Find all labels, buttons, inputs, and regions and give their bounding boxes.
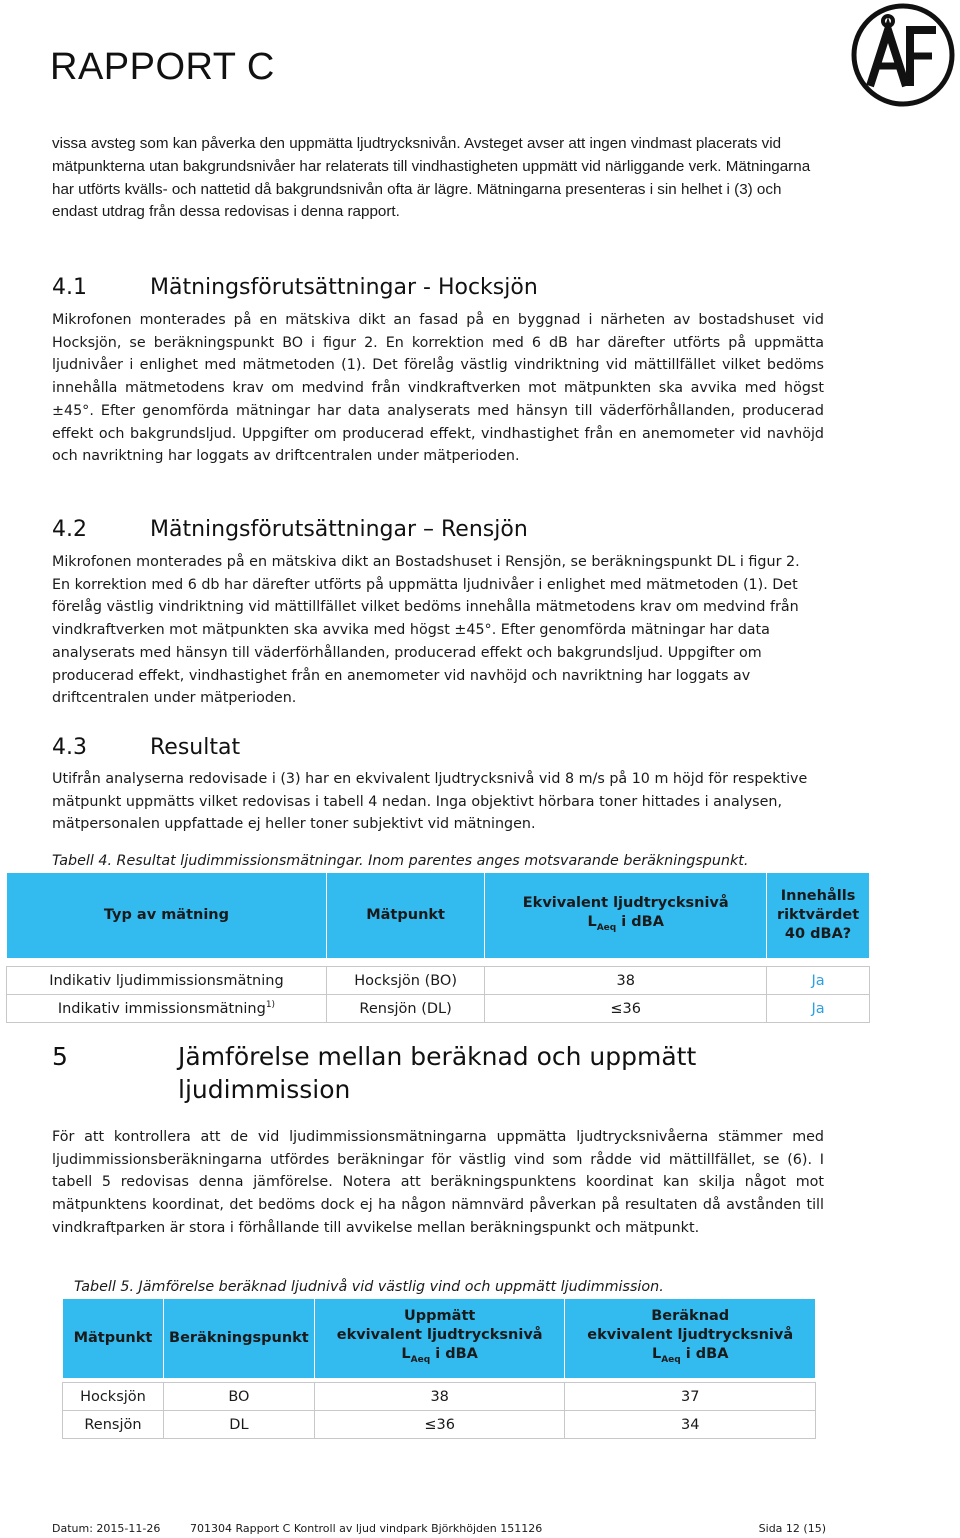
footer-document: 701304 Rapport C Kontroll av ljud vindpark Björkhöjden 151126	[190, 1522, 543, 1535]
table-5-caption: Tabell 5. Jämförelse beräknad ljudnivå vid västlig vind och uppmätt ljudimmission.	[74, 1279, 664, 1295]
header-level-sub: Aeq	[596, 922, 617, 933]
cell-level: 38	[485, 967, 767, 995]
header-measured-sub: Aeq	[410, 1354, 431, 1365]
section-title: Mätningsförutsättningar - Hocksjön	[150, 275, 538, 300]
table-5	[62, 1298, 816, 1439]
cell-calculated: 34	[565, 1411, 816, 1439]
header-calculated-L: L	[651, 1346, 662, 1363]
header-measured-line2: ekvivalent ljudtrycksnivå	[336, 1327, 543, 1344]
cell-type-text: Indikativ immissionsmätning	[57, 1000, 266, 1017]
cell-calculated: 37	[565, 1383, 816, 1411]
cell-point: Hocksjön (BO)	[326, 967, 484, 995]
table-4-caption: Tabell 4. Resultat ljudimmissionsmätningar. Inom parentes anges motsvarande beräkningspunkt.	[52, 853, 749, 869]
header-point: Mätpunkt	[326, 873, 484, 959]
header-point: Mätpunkt	[63, 1299, 164, 1379]
page-footer	[52, 1522, 826, 1535]
table-header-row	[63, 1299, 816, 1379]
header-calc: Beräkningspunkt	[163, 1299, 314, 1379]
header-level-line1: Ekvivalent ljudtrycksnivå	[522, 894, 729, 911]
header-measured-line1: Uppmätt	[404, 1308, 476, 1325]
af-logo	[850, 2, 956, 108]
header-measured-L: L	[401, 1346, 411, 1363]
section-heading-4-2	[52, 517, 528, 542]
section-number: 4.2	[52, 517, 87, 542]
section-5-text: För att kontrollera att de vid ljudimmissionsmätningarna uppmätta ljudtrycksnivåerna stämmer med ljudimmissionsberäkningarna utfördes beräkningar för västlig vind som rådde vid mättillfället, se (6). I tabell 5 redovisas denna jämförelse. Notera att beräkningspunktens koordinat kan skilja något mot mätpunktens koordinat, det bedöms dock ej ha någon nämnvärd påverkan på resultaten då avstånden till vindkraftparken är stora i förhållande till avvikelse mellan beräkningspunkt och mätpunkt.	[52, 1129, 824, 1236]
cell-calc: BO	[163, 1383, 314, 1411]
header-type: Typ av mätning	[7, 873, 327, 959]
header-level-unit: i dBA	[616, 913, 664, 930]
header-calculated	[565, 1299, 816, 1379]
section-title: Jämförelse mellan beräknad och uppmätt ljudimmission	[178, 1042, 697, 1104]
header-level-L: L	[587, 913, 597, 930]
table-4	[6, 872, 870, 1023]
section-title: Mätningsförutsättningar – Rensjön	[150, 517, 528, 542]
cell-ok: Ja	[767, 967, 870, 995]
header-measured-unit: i dBA	[430, 1346, 478, 1363]
table-row	[63, 1411, 816, 1439]
section-number: 4.1	[52, 275, 87, 300]
footer-page: Sida 12 (15)	[758, 1522, 826, 1535]
header-measured	[314, 1299, 565, 1379]
cell-level: ≤36	[485, 995, 767, 1023]
cell-point: Hocksjön	[63, 1383, 164, 1411]
cell-ok: Ja	[767, 995, 870, 1023]
section-4-1-text: Mikrofonen monterades på en mätskiva dikt an fasad på en byggnad i närheten av bostadshuset vid Hocksjön, se beräkningspunkt BO i figur 2. En korrektion med 6 dB har därefter utförts på uppmätta ljudnivåer i enlighet med mätmetoden (1). Det förelåg västlig vindriktning vid mättillfället vilket bedöms innehålla mätmetodens krav om medvind från vindkraftverken mot mätpunkten ska avvika med högst ±45°. Efter genomförda mätningar har data analyserats med hänsyn till väderförhållanden, producerad effekt och bakgrundsljud. Uppgifter om producerad effekt, vindhastighet från en anemometer vid navhöjd och navriktning har loggats av driftcentralen under mätperioden.	[52, 312, 824, 465]
cell-point: Rensjön (DL)	[326, 995, 484, 1023]
section-number: 5	[52, 1042, 68, 1071]
table-row	[7, 967, 870, 995]
cell-measured: 38	[314, 1383, 565, 1411]
cell-type: Indikativ ljudimmissionsmätning	[7, 967, 327, 995]
header-limit: Innehålls riktvärdet 40 dBA?	[767, 873, 870, 959]
table-row	[7, 995, 870, 1023]
section-heading-4-3	[52, 735, 240, 760]
cell-type	[7, 995, 327, 1023]
section-heading-4-1	[52, 275, 538, 300]
cell-measured: ≤36	[314, 1411, 565, 1439]
header-calculated-sub: Aeq	[661, 1354, 681, 1365]
section-title: Resultat	[150, 735, 241, 760]
page-title: RAPPORT C	[50, 46, 275, 88]
footnote-marker: 1)	[265, 1000, 276, 1011]
header-level	[485, 873, 767, 959]
header-calculated-line2: ekvivalent ljudtrycksnivå	[587, 1327, 794, 1344]
footer-date: Datum: 2015-11-26	[52, 1522, 161, 1535]
section-heading-5	[52, 1040, 778, 1106]
header-calculated-unit: i dBA	[680, 1346, 729, 1363]
cell-point: Rensjön	[63, 1411, 164, 1439]
section-4-3-text: Utifrån analyserna redovisade i (3) har en ekvivalent ljudtrycksnivå vid 8 m/s på 10 m höjd för respektive mätpunkt uppmätts vilket redovisas i tabell 4 nedan. Inga objektivt hörbara toner hittades i analysen, mätpersonalen uppfattade ej heller toner subjektivt vid mätningen.	[52, 771, 808, 833]
header-calculated-line1: Beräknad	[651, 1308, 730, 1325]
section-4-2-text: Mikrofonen monterades på en mätskiva dikt an Bostadshuset i Rensjön, se beräkningspunkt DL i figur 2. En korrektion med 6 db har därefter utförts på uppmätta ljudnivåer i enlighet med mätmetoden (1). Det förelåg västlig vindriktning vid mättillfället vilket bedöms innehålla mätmetodens krav om medvind från vindkraftverken mot mätpunkten ska avvika med högst ±45°. Efter genomförda mätningar har data analyserats med hänsyn till väderförhållanden, producerad effekt och bakgrundsljud. Uppgifter om producerad effekt, vindhastighet från en anemometer vid navhöjd och navriktning har loggats av driftcentralen under mätperioden.	[52, 554, 800, 707]
cell-calc: DL	[163, 1411, 314, 1439]
section-number: 4.3	[52, 735, 87, 760]
table-header-row	[7, 873, 870, 959]
table-row	[63, 1383, 816, 1411]
intro-paragraph: vissa avsteg som kan påverka den uppmätta ljudtrycksnivån. Avsteget avser att ingen vindmast placerats vid mätpunkterna utan bakgrundsnivåer har relaterats till vindhastigheten uppmätt vid närliggande verk. Mätningarna har utförts kvälls- och nattetid då bakgrundsnivån ofta är lägre. Mätningarna presenteras i sin helhet i (3) och endast utdrag från dessa redovisas i denna rapport.	[52, 135, 811, 221]
